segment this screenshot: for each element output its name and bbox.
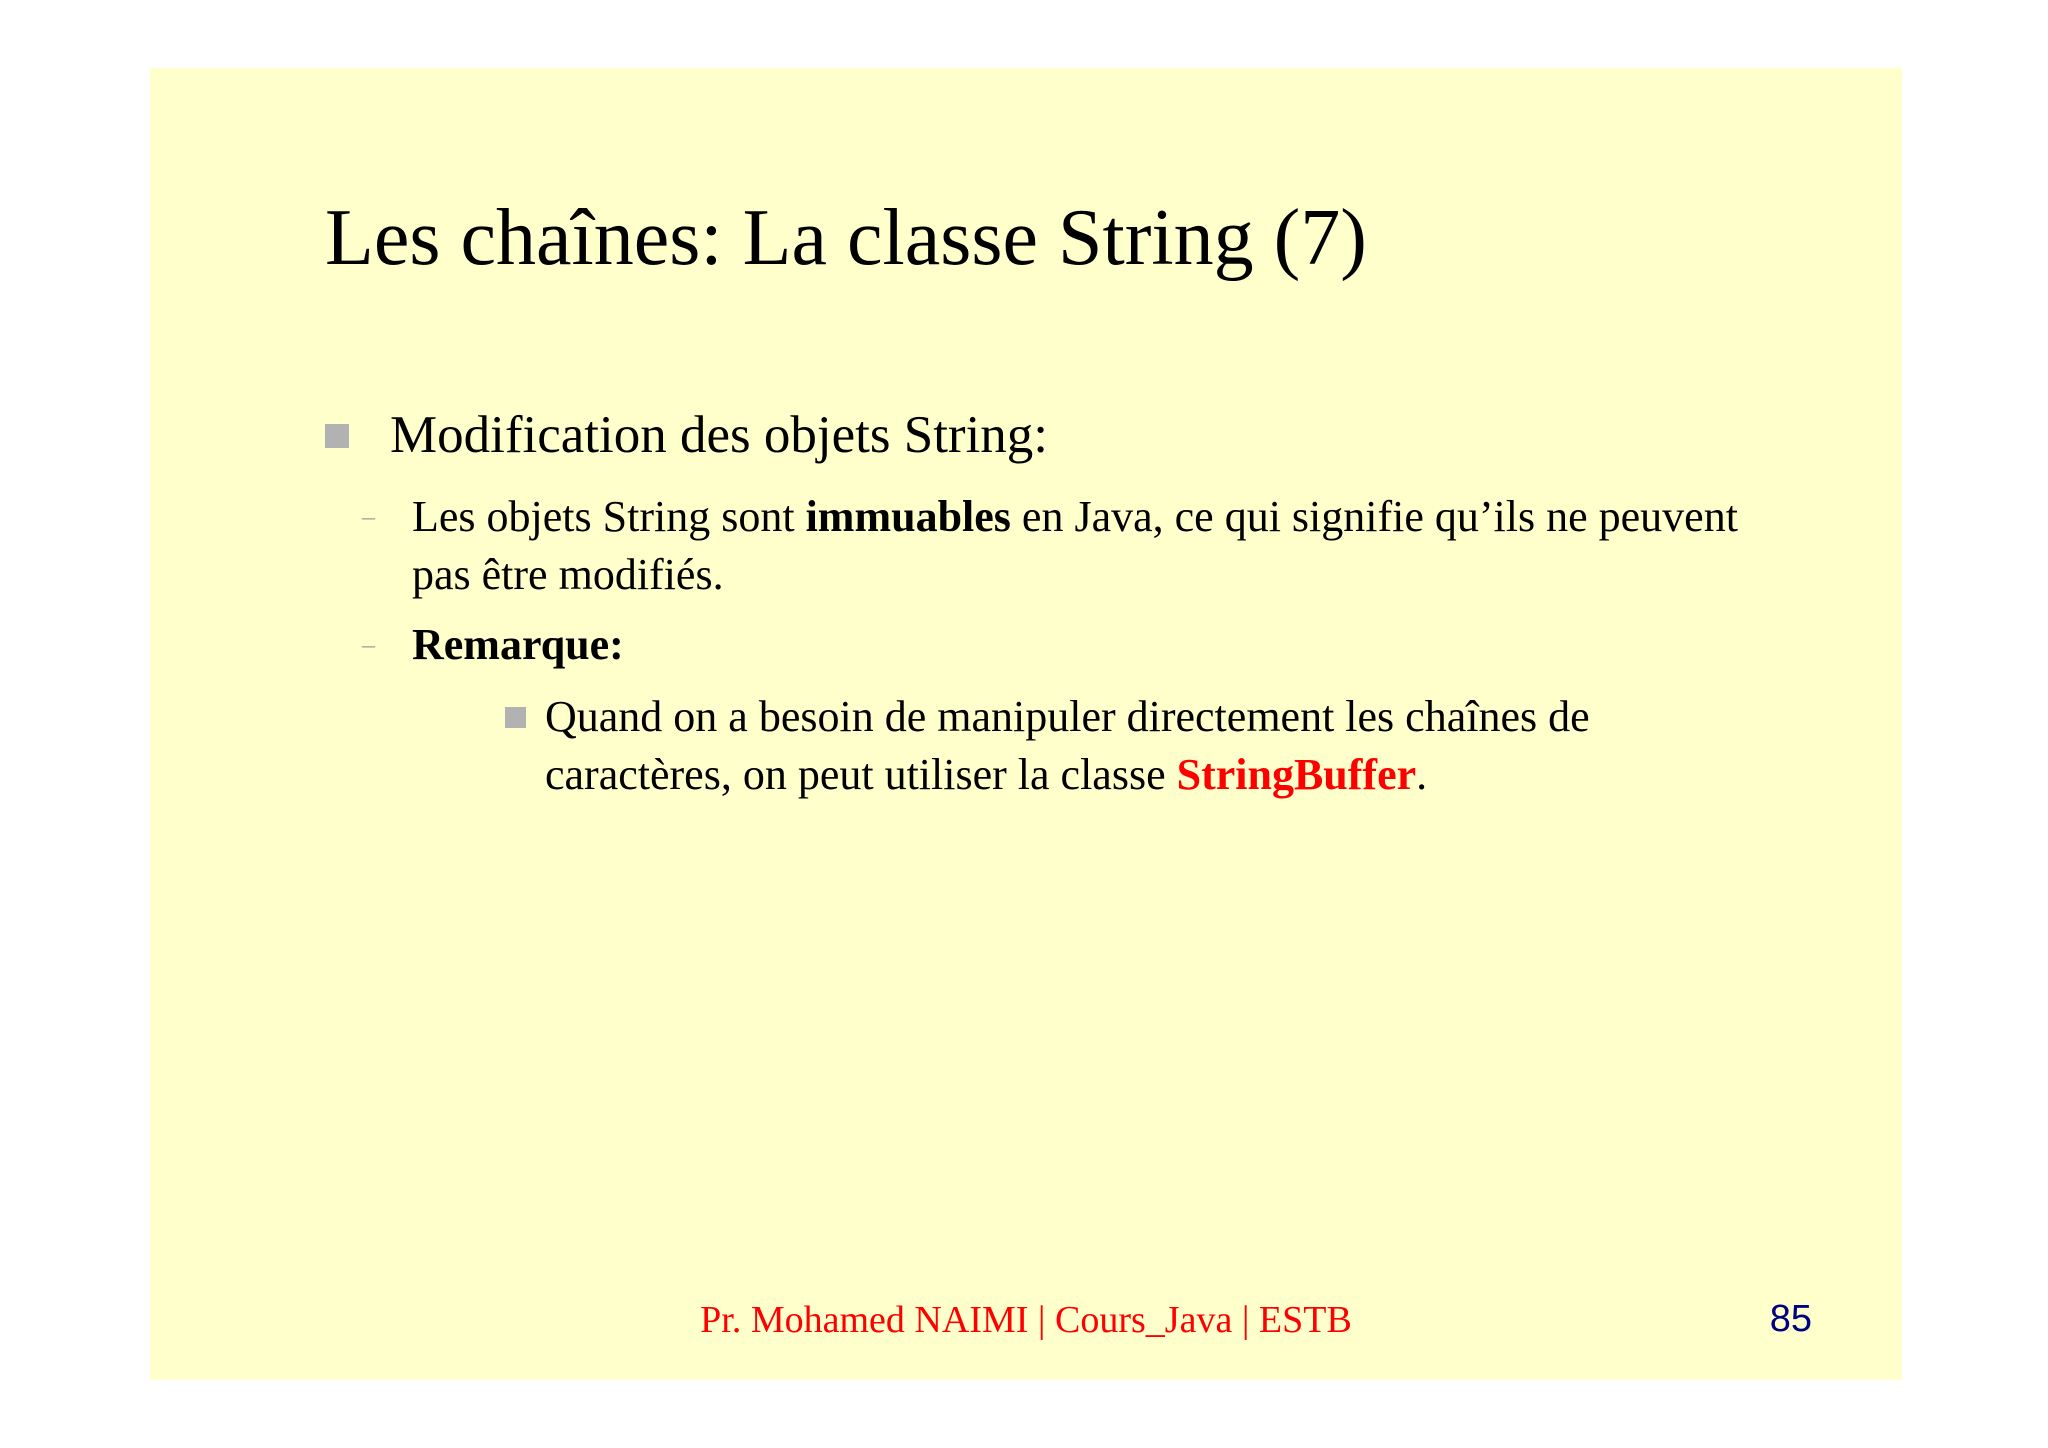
remark-text-before: Quand on a besoin de manipuler directement les chaînes de caractères, on peut utiliser la classe [545, 692, 1590, 799]
remark-item [545, 688, 1745, 804]
square-bullet-icon [505, 707, 526, 728]
sub-item-immutable [362, 488, 1752, 604]
sub-item-bold-term: immuables [805, 492, 1011, 541]
stringbuffer-highlight: StringBuffer [1176, 750, 1417, 799]
slide [150, 68, 1902, 1380]
square-bullet-icon [325, 424, 349, 448]
sub-item-remark [362, 616, 1752, 674]
slide-title: Les chaînes: La classe String (7) [325, 194, 1367, 282]
footer-credit: Pr. Mohamed NAIMI | Cours_Java | ESTB [700, 1299, 1352, 1341]
sub-item-text-before: Les objets String sont [412, 492, 806, 541]
sub-item-text-after: en Java, ce qui signifie qu’ils ne peuvent pas être modifiés. [412, 492, 1738, 599]
dash-bullet-icon: – [362, 502, 375, 531]
page-number: 85 [1769, 1298, 1812, 1340]
remark-text-after: . [1416, 750, 1428, 799]
dash-bullet-icon: – [362, 630, 375, 659]
bullet-text: Modification des objets String: [390, 406, 1049, 464]
remark-label: Remarque: [412, 620, 624, 669]
